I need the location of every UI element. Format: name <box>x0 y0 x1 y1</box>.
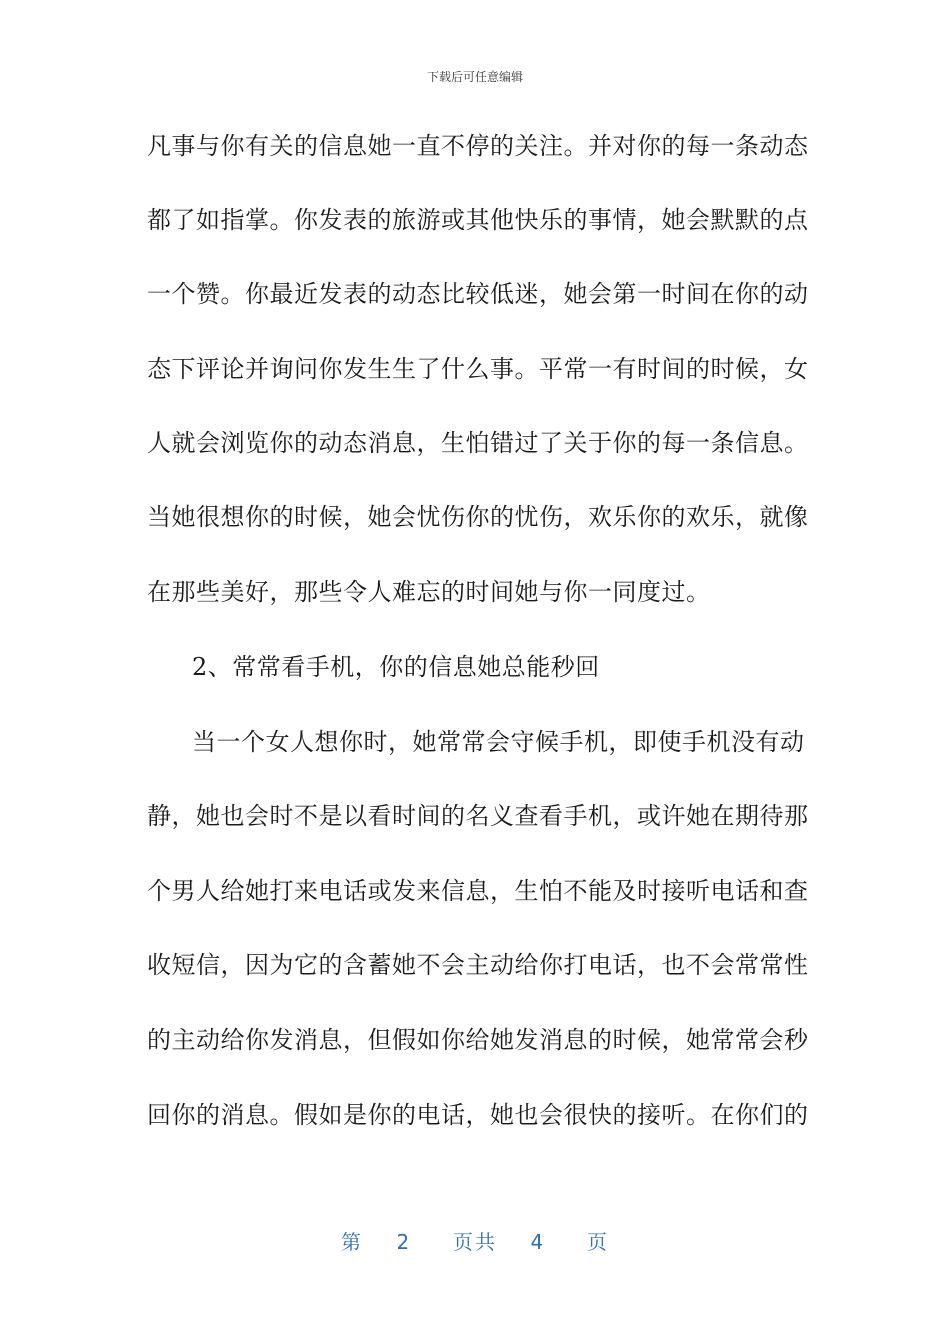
section-heading: 2、常常看手机，你的信息她总能秒回 <box>192 653 600 681</box>
paragraph-1-line-2: 都了如指掌。你发表的旅游或其他快乐的事情，她会默默的点 <box>147 206 809 234</box>
paragraph-1-line-4: 态下评论并询问你发生生了什么事。平常一有时间的时候，女 <box>147 355 809 383</box>
footer-total-pages: 4 <box>530 1230 546 1254</box>
footer-middle: 页共 <box>453 1230 497 1254</box>
footer-suffix: 页 <box>586 1230 609 1254</box>
paragraph-1-line-5: 人就会浏览你的动态消息，生怕错过了关于你的每一条信息。 <box>147 429 809 457</box>
page-footer <box>0 1226 950 1255</box>
page-header: 下载后可任意编辑 <box>426 70 523 84</box>
paragraph-1-line-6: 当她很想你的时候，她会忧伤你的忧伤，欢乐你的欢乐，就像 <box>147 503 809 531</box>
paragraph-2-line-3: 个男人给她打来电话或发来信息，生怕不能及时接听电话和查 <box>147 877 809 905</box>
paragraph-2-line-1: 当一个女人想你时，她常常会守候手机，即使手机没有动 <box>192 728 805 756</box>
paragraph-2-line-2: 静，她也会时不是以看时间的名义查看手机，或许她在期待那 <box>147 802 809 830</box>
paragraph-2-line-4: 收短信，因为它的含蓄她不会主动给你打电话，也不会常常性 <box>147 951 809 979</box>
footer-prefix: 第 <box>341 1230 364 1254</box>
paragraph-2-line-6: 回你的消息。假如是你的电话，她也会很快的接听。在你们的 <box>147 1101 809 1129</box>
paragraph-2-line-5: 的主动给你发消息，但假如你给她发消息的时候，她常常会秒 <box>147 1026 809 1054</box>
footer-current-page: 2 <box>396 1230 412 1254</box>
paragraph-1-line-7: 在那些美好，那些令人难忘的时间她与你一同度过。 <box>147 578 711 606</box>
paragraph-1-line-1: 凡事与你有关的信息她一直不停的关注。并对你的每一条动态 <box>147 132 809 160</box>
paragraph-1-line-3: 一个赞。你最近发表的动态比较低迷，她会第一时间在你的动 <box>147 280 809 308</box>
